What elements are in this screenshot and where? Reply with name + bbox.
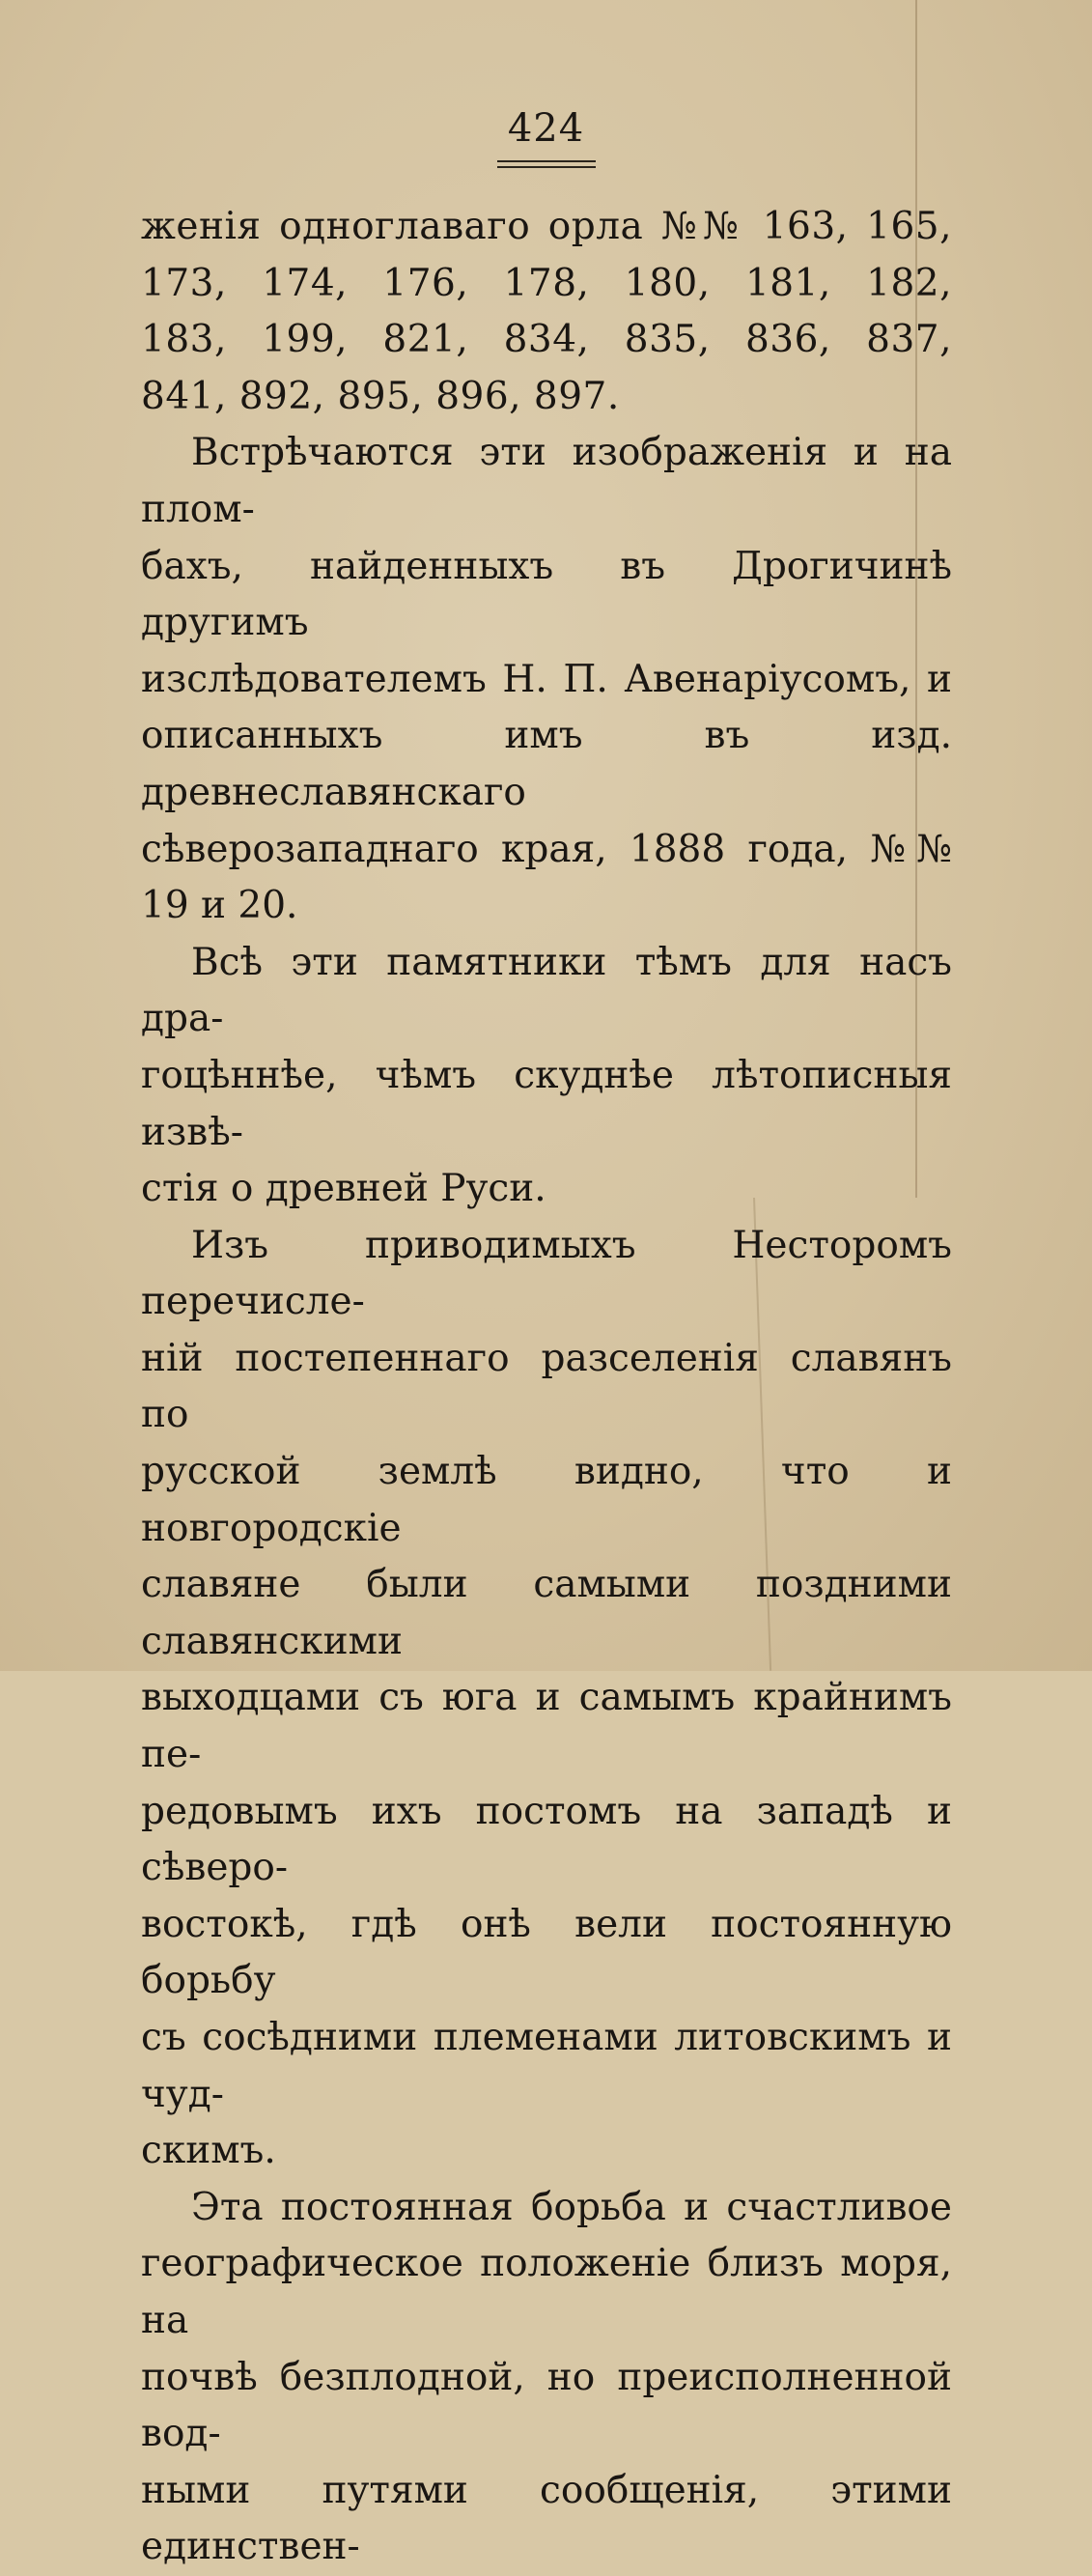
text-line: 173, 174, 176, 178, 180, 181, 182, [141, 261, 952, 305]
text-line: изслѣдователемъ Н. П. Авенаріусомъ, и [141, 657, 952, 701]
text-line: востокѣ, гдѣ онѣ вели постоянную борьбу [141, 1902, 952, 2003]
text-line: ній постепеннаго разселенія славянъ по [141, 1336, 952, 1437]
text-line: Эта постоянная борьба и счастливое [191, 2185, 952, 2229]
text-line: географическое положеніе близъ моря, на [141, 2242, 952, 2342]
text-line: выходцами съ юга и самымъ крайнимъ пе- [141, 1676, 952, 1777]
text-line: 19 и 20. [141, 884, 298, 928]
text-line: русской землѣ видно, что и новгородскіе [141, 1450, 952, 1550]
text-line: гоцѣннѣе, чѣмъ скуднѣе лѣтописныя извѣ- [141, 1053, 952, 1154]
text-line: женія одноглаваго орла №№ 163, 165, [141, 205, 952, 248]
text-line: Встрѣчаются эти изображенія и на плом- [141, 431, 952, 531]
text-line: бахъ, найденныхъ въ Дрогичинѣ другимъ [141, 544, 952, 645]
text-line: Всѣ эти памятники тѣмъ для насъ дра- [141, 940, 952, 1041]
page-number-rule-bottom [497, 166, 596, 168]
text-line: редовымъ ихъ постомъ на западѣ и сѣверо- [141, 1789, 952, 1890]
text-line: Изъ приводимыхъ Несторомъ перечисле- [141, 1223, 952, 1324]
text-line: описанныхъ имъ въ изд. древнеславянскаго [141, 714, 952, 814]
text-line: скимъ. [141, 2129, 276, 2173]
page-number-rule-top [497, 160, 596, 162]
text-line: стія о древней Руси. [141, 1167, 546, 1211]
text-line: съ сосѣдними племенами литовскимъ и чуд- [141, 2016, 952, 2116]
text-line: 183, 199, 821, 834, 835, 836, 837, [141, 318, 952, 362]
text-line: сѣверозападнаго края, 1888 года, №№ [141, 827, 952, 871]
text-line: почвѣ безплодной, но преисполненной вод- [141, 2355, 952, 2456]
text-line: ными путями сообщенія, этими единствен- [141, 2468, 952, 2569]
page-number: 424 [507, 106, 585, 151]
text-line: 841, 892, 895, 896, 897. [141, 374, 620, 418]
text-line: славяне были самыми поздними славянскими [141, 1563, 952, 1663]
body-text [141, 199, 952, 2576]
